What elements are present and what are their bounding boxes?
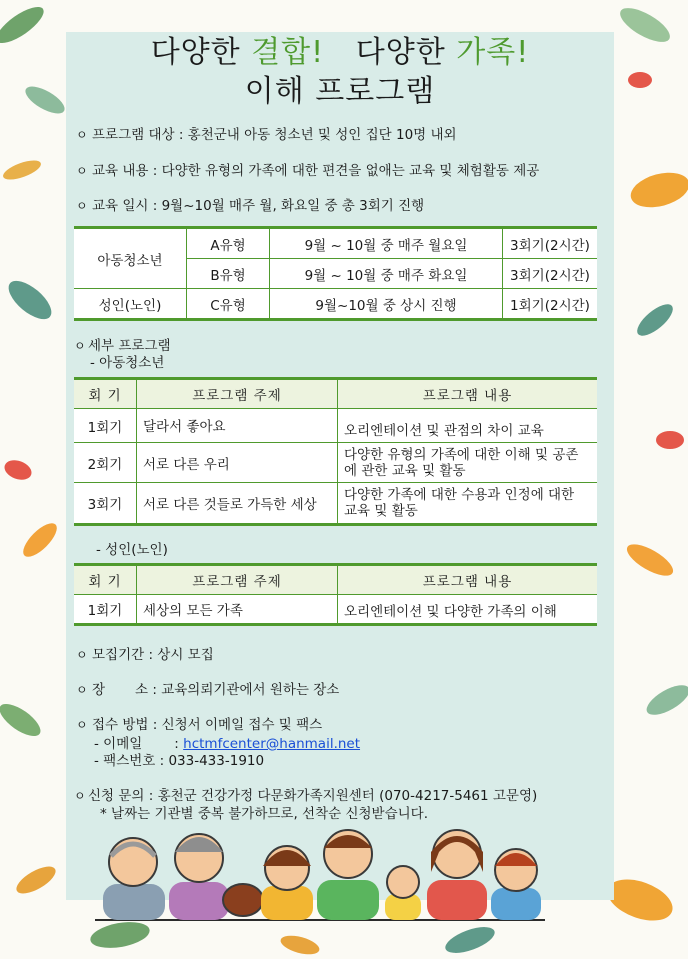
recruit-method: ㅇ 접수 방법 : 신청서 이메일 접수 및 팩스 — [76, 717, 323, 733]
content-cell: 오리엔테이션 및 관점의 차이 교육 — [338, 409, 598, 443]
family-illustration — [95, 822, 550, 922]
contact-line: ㅇ 신청 문의 : 홍천군 건강가정 다문화가족지원센터 (070-4217-5461 고문영) — [74, 788, 538, 804]
when-cell: 9월 ~ 10월 중 매주 화요일 — [270, 259, 503, 289]
info-schedule: ㅇ 교육 일시 : 9월~10월 매주 월, 화요일 중 총 3회기 진행 — [76, 198, 425, 214]
recruit-place: ㅇ 장 소 : 교육의뢰기관에서 원하는 장소 — [76, 682, 340, 698]
adult-label: - 성인(노인) — [96, 542, 168, 558]
table-header-row — [74, 379, 597, 409]
table-row — [74, 483, 597, 525]
email-link[interactable]: hctmfcenter@hanmail.net — [183, 736, 361, 752]
page-title-line2: 이해 프로그램 — [244, 74, 436, 109]
contact-note: * 날짜는 기관별 중복 불가하므로, 선착순 신청받습니다. — [100, 806, 428, 822]
type-cell: B유형 — [187, 259, 270, 289]
when-cell: 9월 ~ 10월 중 매주 월요일 — [270, 228, 503, 259]
header-theme: 프로그램 주제 — [137, 379, 338, 409]
girl-icon — [261, 846, 313, 920]
theme-cell: 달라서 좋아요 — [137, 409, 338, 443]
dog-icon — [223, 884, 263, 916]
content-cell: 오리엔테이션 및 다양한 가족의 이해 — [338, 595, 598, 625]
header-content: 프로그램 내용 — [338, 379, 598, 409]
table-row — [74, 289, 597, 320]
sessions-cell: 1회기(2시간) — [503, 289, 598, 320]
header-session: 회 기 — [74, 565, 137, 595]
page-title-line1: 다양한 결합! 다양한 가족! — [150, 35, 530, 70]
schedule-table — [74, 226, 597, 321]
type-cell: A유형 — [187, 228, 270, 259]
theme-cell: 세상의 모든 가족 — [137, 595, 338, 625]
content-cell — [338, 443, 598, 483]
grandmother-icon — [169, 834, 229, 920]
header-session: 회 기 — [74, 379, 137, 409]
session-cell: 2회기 — [74, 443, 137, 483]
header-theme: 프로그램 주제 — [137, 565, 338, 595]
recruit-period: ㅇ 모집기간 : 상시 모집 — [76, 647, 214, 663]
when-cell: 9월~10월 중 상시 진행 — [270, 289, 503, 320]
youth-program-table — [74, 377, 597, 526]
adult-program-table — [74, 563, 597, 626]
content-line: 교육 및 활동 — [344, 503, 418, 519]
group-cell: 성인(노인) — [74, 289, 187, 320]
info-content: ㅇ 교육 내용 : 다양한 유형의 가족에 대한 편견을 없애는 교육 및 체험활동 제공 — [76, 163, 540, 179]
content-line: 다양한 유형의 가족에 대한 이해 및 공존 — [344, 446, 579, 463]
theme-cell: 서로 다른 우리 — [137, 443, 338, 483]
type-cell: C유형 — [187, 289, 270, 320]
table-row — [74, 228, 597, 259]
info-target: ㅇ 프로그램 대상 : 홍천군내 아동 청소년 및 성인 집단 10명 내외 — [76, 127, 457, 143]
content-line: 다양한 가족에 대한 수용과 인정에 대한 — [344, 487, 575, 503]
youth-label: - 아동청소년 — [90, 355, 165, 371]
sessions-cell: 3회기(2시간) — [503, 228, 598, 259]
detail-heading: ㅇ 세부 프로그램 — [74, 338, 171, 354]
sessions-cell: 3회기(2시간) — [503, 259, 598, 289]
table-row — [74, 443, 597, 483]
boy-icon — [491, 849, 541, 920]
header-content: 프로그램 내용 — [338, 565, 598, 595]
table-row — [74, 409, 597, 443]
session-cell: 1회기 — [74, 595, 137, 625]
session-cell: 3회기 — [74, 483, 137, 525]
table-row — [74, 595, 597, 625]
group-cell: 아동청소년 — [74, 228, 187, 289]
fax-line: - 팩스번호 : 033-433-1910 — [94, 753, 265, 769]
email-line: - 이메일 : hctmfcenter@hanmail.net — [94, 736, 361, 752]
father-icon — [317, 830, 379, 920]
content-cell — [338, 483, 598, 525]
session-cell: 1회기 — [74, 409, 137, 443]
grandfather-icon — [103, 838, 165, 920]
theme-cell: 서로 다른 것들로 가득한 세상 — [137, 483, 338, 525]
content-line: 에 관한 교육 및 활동 — [344, 462, 466, 479]
table-header-row — [74, 565, 597, 595]
baby-icon — [385, 866, 421, 920]
mother-icon — [427, 830, 487, 920]
